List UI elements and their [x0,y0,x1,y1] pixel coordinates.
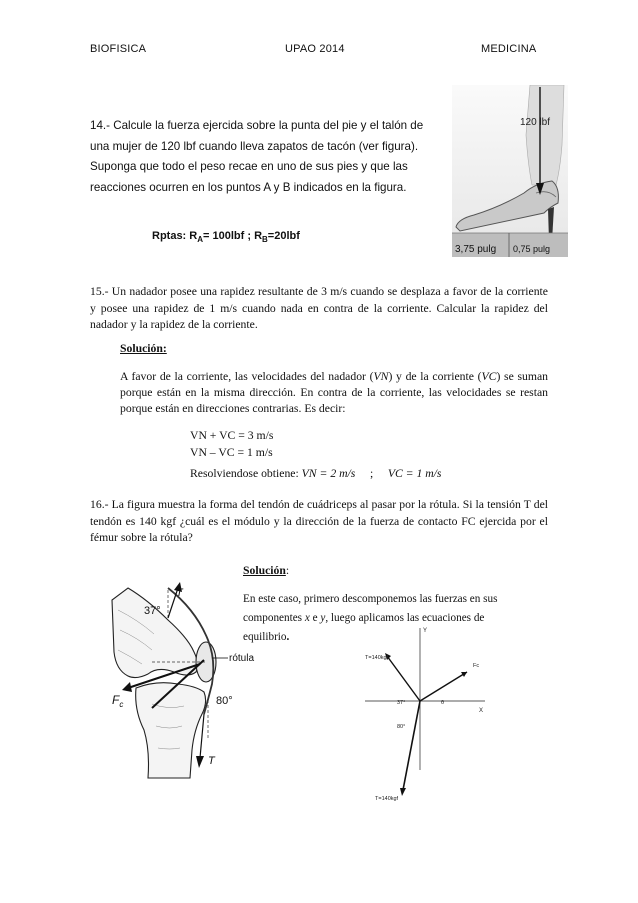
knee-figure [108,580,260,780]
knee-t-bottom-label: T [208,755,215,767]
knee-t-top-label: T [176,587,183,599]
force-label: 120 lbf [520,117,551,128]
t-top-vector [387,656,420,701]
force-diagram [345,620,505,810]
t-bottom-label: T=140kgf [375,796,399,802]
problem-15-solution-body: A favor de la corriente, las velocidades del nadador (VN) y de la corriente (VC) se suman porque están en la misma dirección. En contra de la corriente, las velocidades se restan porque están en direcciones contrarias. Es decir: [120,370,548,415]
t-top-label: T=140kgf [365,655,389,661]
t-bottom-vector [403,701,420,790]
fc-label: Fc [473,663,480,669]
force-diagram-svg [345,620,505,810]
equation-2: VN – VC = 1 m/s [190,446,273,459]
problem-16-solution-body: En este caso, primero descomponemos las fuerzas en sus componentes x e y, luego aplicamos las ecuaciones de equilibrio. [243,593,498,643]
problem-16-text: 16.- La figura muestra la forma del tendón de cuádriceps al pasar por la rótula. Si la tensión T del tendón es 140 kgf ¿cuál es el módulo y la dirección de la fuerza de contacto FC ejercida por el fémur sobre la rótula? [90,498,548,544]
high-heel-illustration [452,85,568,257]
angle-80-label: 80° [397,724,406,730]
high-heel-figure [452,85,568,257]
fc-vector [420,672,467,701]
problem-14-answer: Rptas: $R_A= 100lbf$ ; $R_B=20lbf$ [152,230,300,245]
y-axis-label: Y [423,628,428,634]
knee-angle-bottom-label: 80° [216,695,233,707]
distance-a-label: 3,75 pulg [455,244,497,255]
problem-16-solution-title: Solución: [243,564,290,577]
header-left: BIOFISICA [90,43,147,55]
knee-angle-top-label: 37° [144,605,161,617]
theta-label: θ [441,700,445,706]
x-axis-label: X [479,708,484,714]
knee-illustration [108,580,260,780]
problem-15-result: Resolviendose obtiene: VN = 2 m/s ; VC = 1 m/s [190,467,442,480]
distance-b-label: 0,75 pulg [513,244,551,254]
problem-14-text: 14.- Calcule la fuerza ejercida sobre la punta del pie y el talón de una mujer de 120 lbf cuando lleva zapatos de tacón (ver figura). Suponga que todo el peso recae en uno de sus pies y que las reacciones ocurren en los puntos A y B indicados en la figura. [90,119,424,194]
header-right: MEDICINA [481,43,537,55]
knee-fc-label: $F_c$ [112,693,124,709]
angle-37-label: 37° [397,700,406,706]
equation-1: VN + VC = 3 m/s [190,429,274,442]
problem-15-solution-title: Solución: [120,342,167,355]
knee-rotula-label: rótula [229,653,255,664]
problem-15-text: 15.- Un nadador posee una rapidez resultante de 3 m/s cuando se desplaza a favor de la corriente y posee una rapidez de 1 m/s cuando nada en contra de la corriente. Calcular la rapidez del nadador y la rapidez de la corriente. [90,285,548,331]
header-center: UPAO 2014 [285,43,345,55]
